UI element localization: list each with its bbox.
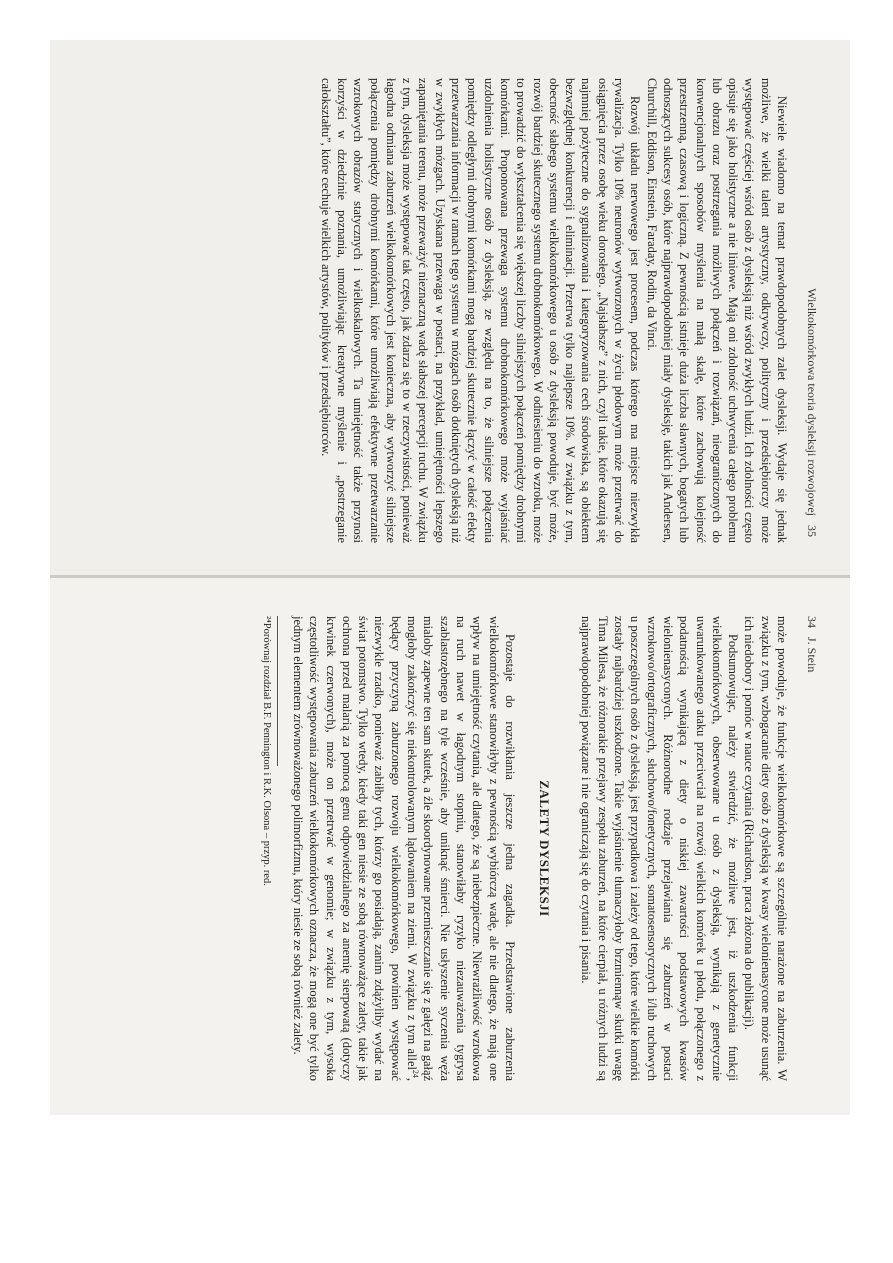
page-35-content <box>317 78 820 543</box>
scanned-book-spread <box>50 40 850 1115</box>
footnote: ²⁴Porównaj rozdział B.F. Pennington i R.K. Olsona – przyp. red. <box>260 616 272 886</box>
page-34 <box>50 578 850 1115</box>
section-heading: ZALETY DYSLEKSJI <box>537 780 553 917</box>
running-head-35 <box>804 78 820 543</box>
running-head-author: J. Stein <box>805 637 819 673</box>
running-head-34 <box>804 616 820 1081</box>
paragraph: może powoduje, że funkcje wielkokomórkowe są szczególnie narażone na zaburzenia. W związku z tym, wzbogacanie diety osób z dysleksją w kwasy wielonienasycone może usunąć ich niedobory i pomóc w nauce czytania (Richardson, praca złożona do publikacji). <box>742 616 789 1081</box>
page-number-34: 34 <box>805 616 819 628</box>
paragraph <box>290 616 518 1081</box>
paragraph: Podsumowując, należy stwierdzić, że możliwe jest, iż uszkodzenia funkcji wielkokomórkowych, obserwowane u osób z dysleksją, wynikają z genetycznie uwarunkowanego ataku przeciwciał na rozwój wielkich komórek u płodu, połączonego z podatnością wynikającą z diety o niskiej zawartości podstawowych kwasów wielonienasyconych. Różnorodne rodzaje przejawiania się zaburzeń w postaci wzrokowo/ortograficznych, słuchowo/fonetycznych, somatosensorycznych i/lub ruchowych u poszczególnych osób z dysleksją, jest przypadkowa i zależy od tego, które wielkie komórki zostały najbardziej uszkodzone. Takie wyjaśnienie tłumaczyłoby brzmiennąw skutki uwagę Tima Milesa, że różnorakie przejawy zespołu zaburzeń, na które cierpiał, u różnych ludzi są najprawdopodobniej powiązane i nie ograniczają się do czytania i pisania. <box>579 616 741 1081</box>
paragraph: Niewiele wiadomo na temat prawdopodobnych zalet dysleksji. Wydaje się jednak możliwe, że wielki talent artystyczny, odkrywczy, polityczny i przedsiębiorczy może występować częściej wśród osób z dysleksją niż wśród zwykłych ludzi. Ich zdolności często opisuje się jako holistyczne a nie liniowe. Mają oni zdolność uchwycenia całego problemu lub obrazu oraz postrzegania możliwych połączeń i rozwiązań, nieograniczonych do konwencjonalnych sposobów myślenia na małą skalę, które zachowują kolejność przestrzenną, czasową i logiczną. Z pewnością istnieje duża liczba sławnych, bogatych lub odnoszących sukcesy osób, które najprawdopodobniej miały dysleksję, takich jak Andersen, Churchill, Eddison, Einstein, Faraday, Rodin, da Vinci. <box>644 78 789 543</box>
page-number-35: 35 <box>805 525 819 537</box>
footnote-divider <box>277 616 278 766</box>
page-35 <box>50 40 850 577</box>
book-spread-rotated <box>50 40 850 1115</box>
paragraph-part: Pozostaje do rozwikłania jeszcze jedna zagadka. Przedstawione zaburzenia wielkokomórkowe stanowiłyby z pewnością wybiórczą wadę, ale nie dlatego, że mają one wpływ na umiejętność czytania, ale dlatego, że są niebezpieczne. Niewrażliwość wzrokowa na ruch nawet w łagodnym stopniu, stanowiłaby ryzyko niezauważenia tygrysa szablastozębnego na tyle wcześnie, aby uniknąć śmierci. Nie usłyszenie syczenia węża mialoby zapewne ten sam skutek, a źle skoordynowane przemieszczanie się z gałęzi na gałąź mogłoby zakończyć się niekontrolowanym lądowaniem na ziemi. W związku z tym allel <box>405 616 517 1081</box>
paragraph-part: , będący przyczyną zaburzonego rozwoju wielkokomórkowego, powinien występować niezwykle rzadko, ponieważ zabiłby tych, którzy go posiadają, zanim zdążyliby wydać na świat potomstwo. Tylko wtedy, kiedy taki gen niesie ze sobą równoważące zalety, takie jak ochrona przed malarią za pomocą genu odpowiedzialnego za anemię sierpowatą (dotyczy krwinek czerwonych), może on przetrwać w genomie; w związku z tym, wysoka częstotliwość występowania zaburzeń wielkokomórkowych oznacza, że mogą one być tylko jednym elementem zrównoważonego polimorfizmu, który niesie ze sobą również zalety. <box>290 616 420 1081</box>
paragraph: Rozwój układu nerwowego jest procesem, podczas którego ma miejsce niezwykła rywalizacja. Tylko 10% neuronów wytworzonych w życiu płodowym może przetrwać do osiągnięcia przez osobę wieku dorosłego. „Najsłabsze” z nich, czyli takie, które okazują się najmniej pożyteczne do sygnalizowania i kategoryzowania cech środowiska, są obiektem bezwzględnej konkurencji i eliminacji. Przetrwa tylko najlepsze 10%. W związku z tym, obecność słabego systemu wielkokomórkowego u osób z dysleksją powoduje, być może, rozwój bardziej skutecznego systemu drobnokomórkowego. W odniesieniu do wzroku, może to prowadzić do wykształcenia się większej liczby silniejszych połączeń pomiędzy drobnymi komórkami. Proponowana przewaga systemu drobnokomórkowego może wyjaśniać uzdolnienia holistyczne osób z dysleksją, ze względu na to, że silniejsze połączenia pomiędzy odległymi drobnymi komórkami mogą bardziej skutecznie łączyć w całość efekty przetwarzania informacji w ramach tego systemu w mózgach osób dotkniętych dysleksją niż w zwykłych mózgach. Uzyskana przewaga w postaci, na przykład, umiejętności lepszego zapamiętania terenu, może przeważyć nieznaczną wadę słabszej percepcji ruchu. W związku z tym, dysleksja może występować tak często, jak zdarza się to w rzeczywistości, ponieważ łagodna odmiana zaburzeń wielkokomórkowych jest konieczna, aby wytworzyć silniejsze połączenia pomiędzy drobnymi komórkami, które umożliwiają efektywne przetwarzanie wzrokowych obrazów statycznych i wielkoskalowych. Ta umiejętność także przynosi korzyści w dziedzinie poznania, umożliwiając kreatywne myślenie i „postrzeganie całokształtu”, które cechuje wielkich artystów, polityków i przedsiębiorców. <box>318 78 643 543</box>
page-34-content <box>260 616 820 1081</box>
footnote-marker: 24 <box>411 1069 421 1078</box>
running-head-title: Wielkokomórkowa teoria dysleksji rozwojowej <box>805 288 819 516</box>
